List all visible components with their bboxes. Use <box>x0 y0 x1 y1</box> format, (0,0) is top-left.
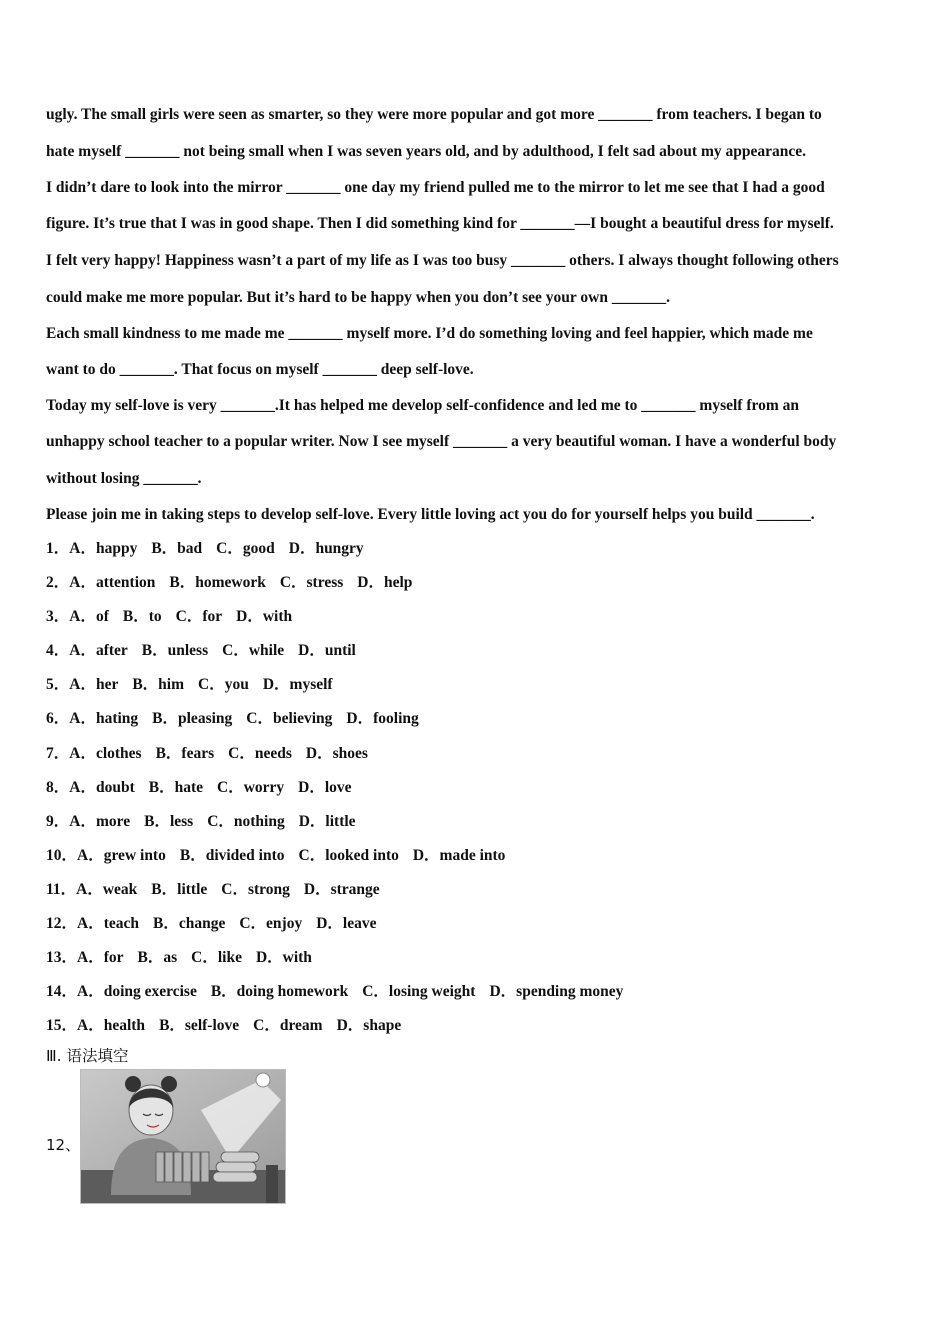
answer-option[interactable]: C．enjoy <box>239 915 303 933</box>
answer-option[interactable]: A．her <box>69 676 119 694</box>
answer-option[interactable]: C．strong <box>221 880 290 898</box>
answer-option[interactable]: C．good <box>216 540 275 557</box>
answer-option[interactable]: D．spending money <box>489 983 624 1001</box>
question-number: 2． <box>46 574 70 592</box>
question-number: 15． <box>46 1017 78 1035</box>
question-row <box>46 600 916 634</box>
question-row <box>46 941 916 975</box>
question-row <box>46 907 916 941</box>
passage-line: want to do _______. That focus on myself _______ deep self-love. <box>46 361 474 378</box>
answer-option[interactable]: B．pleasing <box>152 710 233 728</box>
answer-option[interactable]: C．nothing <box>207 812 285 830</box>
passage-line: I felt very happy! Happiness wasn’t a part of my life as I was too busy _______ others. I always thought following others <box>46 252 839 269</box>
answer-option[interactable]: A．grew into <box>77 846 166 864</box>
answer-option[interactable]: A．for <box>77 949 124 967</box>
answer-option[interactable]: A．more <box>69 812 131 830</box>
passage-line: ugly. The small girls were seen as smarter, so they were more popular and got more _______ from teachers. I began to <box>46 106 822 123</box>
section-heading: Ⅲ. 语法填空 <box>46 1047 129 1065</box>
answer-option[interactable]: D．shape <box>336 1017 402 1035</box>
answer-option[interactable]: D．strange <box>303 880 380 898</box>
question-row <box>46 737 916 771</box>
answer-option[interactable]: B．less <box>144 812 194 830</box>
answer-option[interactable]: C．losing weight <box>362 983 476 1001</box>
answer-option[interactable]: A．after <box>69 642 128 660</box>
answer-option[interactable]: B．doing homework <box>210 983 349 1001</box>
question-number: 14． <box>46 983 78 1001</box>
question-number: 9． <box>46 812 70 830</box>
answer-option[interactable]: C．stress <box>279 574 344 592</box>
answer-option[interactable]: B．self-love <box>159 1017 240 1035</box>
question-number: 6． <box>46 710 70 728</box>
passage-line: figure. It’s true that I was in good shape. Then I did something kind for _______—I bought a beautiful dress for myself. <box>46 215 834 232</box>
question-row <box>46 1009 916 1043</box>
answer-option[interactable]: A．teach <box>77 915 140 933</box>
answer-option[interactable]: C．needs <box>228 744 292 762</box>
answer-option[interactable]: B．change <box>153 915 226 933</box>
answer-option[interactable]: D．hungry <box>288 540 364 557</box>
question-number: 10． <box>46 846 78 864</box>
answer-option[interactable]: A．attention <box>69 574 156 592</box>
answer-option[interactable]: D．with <box>236 608 293 626</box>
answer-option[interactable]: A．weak <box>76 880 138 898</box>
question-row <box>46 839 916 873</box>
answer-option[interactable]: D．little <box>298 812 356 830</box>
question-row <box>46 566 916 600</box>
answer-option[interactable]: B．hate <box>148 778 203 796</box>
answer-option[interactable]: B．him <box>132 676 185 694</box>
question-row <box>46 873 916 907</box>
answer-option[interactable]: A．doing exercise <box>77 983 197 1001</box>
question-number: 12、 <box>46 1136 81 1154</box>
question-number: 4． <box>46 642 70 660</box>
answer-option[interactable]: B．divided into <box>179 846 285 864</box>
cloze-passage <box>46 96 916 532</box>
question-number: 13． <box>46 949 78 967</box>
question-row <box>46 668 916 702</box>
question-number: 5． <box>46 676 70 694</box>
answer-option[interactable]: C．worry <box>217 778 285 796</box>
answer-option[interactable]: D．leave <box>316 915 377 933</box>
question-row <box>46 634 916 668</box>
answer-option[interactable]: A．of <box>69 608 109 626</box>
answer-option[interactable]: D．made into <box>412 846 506 864</box>
answer-option[interactable]: B．homework <box>169 574 266 592</box>
answer-option[interactable]: C．while <box>222 642 285 660</box>
passage-line: Today my self-love is very _______.It has helped me develop self-confidence and led me to _______ myself from an <box>46 397 799 414</box>
answer-option[interactable]: A．happy <box>69 540 138 557</box>
answer-option[interactable]: B．bad <box>151 540 203 557</box>
question-number: 1． <box>46 540 70 557</box>
question-row <box>46 975 916 1009</box>
answer-option[interactable]: A．clothes <box>69 744 142 762</box>
answer-option[interactable]: B．as <box>137 949 178 967</box>
answer-option[interactable]: C．looked into <box>298 846 399 864</box>
answer-option[interactable]: B．little <box>151 880 208 898</box>
answer-option[interactable]: D．love <box>298 778 352 796</box>
answer-option[interactable]: B．to <box>122 608 162 626</box>
answer-option[interactable]: D．fooling <box>346 710 419 728</box>
question-number: 3． <box>46 608 70 626</box>
question-number: 7． <box>46 744 70 762</box>
passage-line: I didn’t dare to look into the mirror _______ one day my friend pulled me to the mirror to let me see that I had a good <box>46 179 825 196</box>
answer-option[interactable]: D．myself <box>262 676 333 694</box>
illustration-girl-with-bamboo-slips <box>80 1069 286 1204</box>
answer-option[interactable]: C．believing <box>246 710 333 728</box>
answer-option[interactable]: D．until <box>298 642 356 660</box>
question-number: 11． <box>46 880 77 898</box>
answer-option[interactable]: D．shoes <box>305 744 368 762</box>
question-row <box>46 771 916 805</box>
answer-option[interactable]: C．dream <box>253 1017 323 1035</box>
answer-option[interactable]: B．fears <box>155 744 215 762</box>
passage-area <box>46 96 916 1043</box>
passage-line: Each small kindness to me made me _______ myself more. I’d do something loving and feel happier, which made me <box>46 325 813 342</box>
answer-option[interactable]: A．doubt <box>69 778 135 796</box>
question-row <box>46 532 916 566</box>
passage-line: without losing _______. <box>46 470 202 487</box>
answer-option[interactable]: C．like <box>191 949 242 967</box>
passage-line: hate myself _______ not being small when I was seven years old, and by adulthood, I felt sad about my appearance. <box>46 143 806 160</box>
passage-line: Please join me in taking steps to develop self-love. Every little loving act you do for yourself helps you build _______. <box>46 506 815 523</box>
passage-line: could make me more popular. But it’s hard to be happy when you don’t see your own _______. <box>46 289 670 306</box>
illustration-svg <box>81 1070 285 1203</box>
answer-option[interactable]: A．hating <box>69 710 139 728</box>
answer-option[interactable]: C．you <box>198 676 249 694</box>
question-row <box>46 702 916 736</box>
question-list <box>46 532 916 1043</box>
passage-line: unhappy school teacher to a popular writer. Now I see myself _______ a very beautiful woman. I have a wonderful body <box>46 433 837 450</box>
question-number: 8． <box>46 778 70 796</box>
question-row <box>46 805 916 839</box>
question-number: 12． <box>46 915 78 933</box>
answer-option[interactable]: C．for <box>175 608 223 626</box>
answer-option[interactable]: D．with <box>255 949 312 967</box>
answer-option[interactable]: B．unless <box>141 642 209 660</box>
answer-option[interactable]: D．help <box>357 574 413 592</box>
answer-option[interactable]: A．health <box>77 1017 146 1035</box>
